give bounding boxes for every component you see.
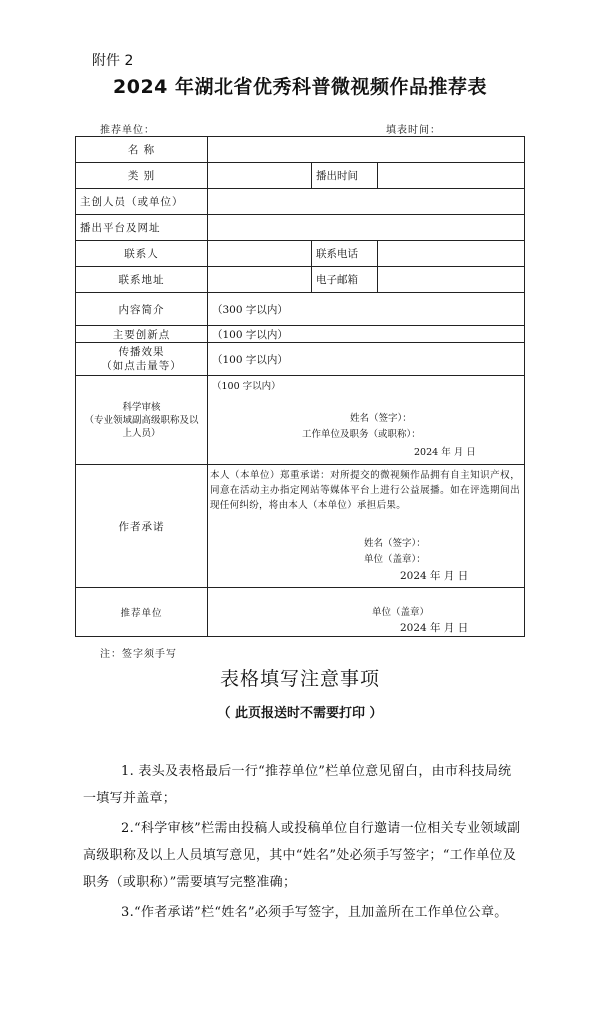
recommend-unit-label: 推荐单位 <box>76 588 208 637</box>
broadcast-time-label: 播出时间 <box>312 163 378 189</box>
innovation-hint: （100 字以内） <box>212 328 288 341</box>
contact-field[interactable] <box>208 241 312 267</box>
recommend-unit-header-label: 推荐单位： <box>100 125 155 136</box>
science-review-label-line3: 上人员） <box>122 427 161 439</box>
recommendation-form-table <box>75 136 525 637</box>
row-effect <box>76 343 525 376</box>
author-pledge-name-label: 姓名（签字）： <box>364 538 426 549</box>
phone-label: 联系电话 <box>312 241 378 267</box>
innovation-field[interactable] <box>208 326 525 343</box>
author-pledge-date: 2024 年 月 日 <box>400 570 469 582</box>
broadcast-time-field[interactable] <box>378 163 525 189</box>
author-pledge-unit-label: 单位（盖章）： <box>364 554 426 565</box>
instruction-item-3: 3.“作者承诺”栏“姓名”必须手写签字，且加盖所在工作单位公章。 <box>121 905 508 920</box>
instructions-list <box>83 758 523 929</box>
platform-field[interactable] <box>208 215 525 241</box>
category-field[interactable] <box>208 163 312 189</box>
row-innovation <box>76 326 525 343</box>
recommend-unit-seal-label: 单位（盖章） <box>372 607 430 618</box>
row-recommend-unit <box>76 588 525 637</box>
intro-field[interactable] <box>208 293 525 326</box>
science-review-label-line1: 科学审核 <box>122 401 161 413</box>
intro-hint: （300 字以内） <box>212 303 288 316</box>
science-review-name-label: 姓名（签字）： <box>350 413 412 424</box>
category-label: 类 别 <box>76 163 208 189</box>
fill-time-header-label: 填表时间： <box>386 125 441 136</box>
effect-label-line2: （如点击量等） <box>101 360 182 372</box>
form-title: 2024 年湖北省优秀科普微视频作品推荐表 <box>113 76 487 98</box>
row-address <box>76 267 525 293</box>
row-name <box>76 137 525 163</box>
name-field[interactable] <box>208 137 525 163</box>
science-review-org-label: 工作单位及职务（或职称）： <box>302 429 421 440</box>
innovation-label: 主要创新点 <box>76 326 208 343</box>
row-science-review <box>76 376 525 465</box>
science-review-label-line2: （专业领域副高级职称及以 <box>84 414 199 426</box>
author-pledge-field[interactable] <box>208 465 525 588</box>
attachment-label: 附件 2 <box>92 53 134 69</box>
instruction-item-2: 2.“科学审核”栏需由投稿人或投稿单位自行邀请一位相关专业领域副高级职称及以上人员填写意见，其中“姓名”处必须手写签字；“工作单位及职务（或职称）”需要填写完整准确； <box>83 821 521 890</box>
contact-label: 联系人 <box>76 241 208 267</box>
phone-field[interactable] <box>378 241 525 267</box>
name-label: 名 称 <box>76 137 208 163</box>
row-intro <box>76 293 525 326</box>
row-platform <box>76 215 525 241</box>
intro-label: 内容简介 <box>76 293 208 326</box>
instructions-subtitle: （ 此页报送时不需要打印 ） <box>217 706 383 721</box>
creator-field[interactable] <box>208 189 525 215</box>
address-label: 联系地址 <box>76 267 208 293</box>
row-category <box>76 163 525 189</box>
instruction-item-1: 1. 表头及表格最后一行“推荐单位”栏单位意见留白，由市科技局统一填写并盖章； <box>83 764 512 806</box>
platform-label: 播出平台及网址 <box>76 215 208 241</box>
science-review-hint: （100 字以内） <box>212 381 281 392</box>
science-review-field[interactable] <box>208 376 525 465</box>
science-review-date: 2024 年 月 日 <box>414 447 476 458</box>
science-review-label <box>76 376 208 465</box>
recommend-unit-field[interactable] <box>208 588 525 637</box>
effect-label <box>76 343 208 376</box>
signature-note: 注：签字须手写 <box>100 649 177 660</box>
effect-hint: （100 字以内） <box>212 353 288 366</box>
instructions-title: 表格填写注意事项 <box>219 668 380 690</box>
author-pledge-text: 本人（本单位）郑重承诺：对所提交的微视频作品拥有自主知识产权，同意在活动主办指定网站等媒体平台上进行公益展播。如在评选期间出现任何纠纷，将由本人（本单位）承担后果。 <box>210 470 520 511</box>
email-label: 电子邮箱 <box>312 267 378 293</box>
author-pledge-label: 作者承诺 <box>76 465 208 588</box>
row-creator <box>76 189 525 215</box>
row-author-pledge <box>76 465 525 588</box>
address-field[interactable] <box>208 267 312 293</box>
row-contact <box>76 241 525 267</box>
recommend-unit-date: 2024 年 月 日 <box>400 622 469 634</box>
creator-label: 主创人员（或单位） <box>76 189 208 215</box>
email-field[interactable] <box>378 267 525 293</box>
effect-field[interactable] <box>208 343 525 376</box>
effect-label-line1: 传播效果 <box>118 346 165 358</box>
